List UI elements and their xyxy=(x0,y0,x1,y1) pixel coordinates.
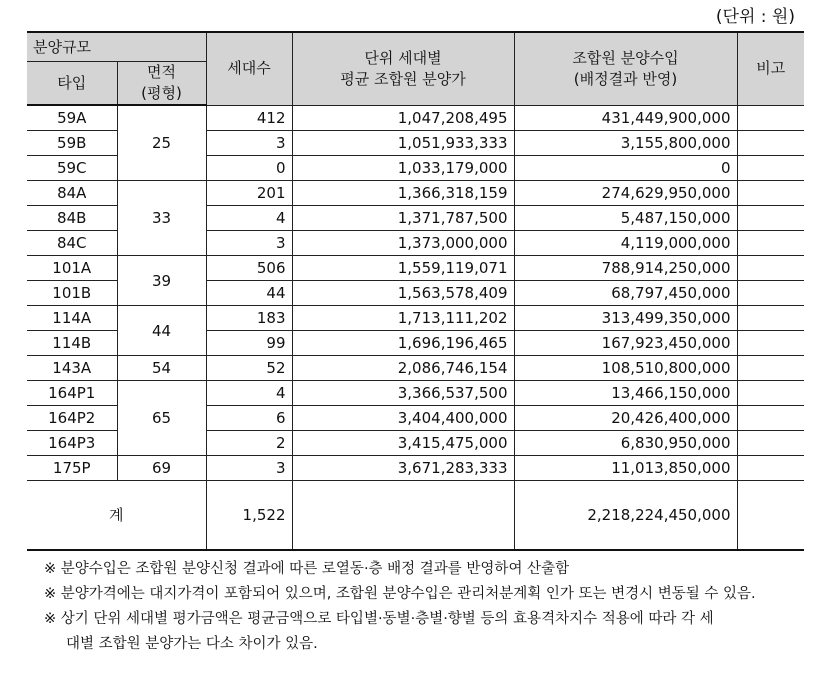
unit-price-cell: 1,563,578,409 xyxy=(292,281,514,306)
households-cell: 183 xyxy=(206,306,292,331)
revenue-cell: 274,629,950,000 xyxy=(514,181,737,206)
table-row xyxy=(27,306,804,331)
households-cell: 506 xyxy=(206,256,292,281)
remark-cell xyxy=(737,105,804,131)
total-unit-price xyxy=(292,481,514,551)
households-cell: 52 xyxy=(206,356,292,381)
households-cell: 2 xyxy=(206,431,292,456)
households-cell: 412 xyxy=(206,105,292,131)
total-revenue: 2,218,224,450,000 xyxy=(514,481,737,551)
header-type: 타입 xyxy=(27,62,117,106)
header-households: 세대수 xyxy=(206,32,292,105)
header-unit-price xyxy=(292,32,514,105)
revenue-cell: 167,923,450,000 xyxy=(514,331,737,356)
unit-price-cell: 1,373,000,000 xyxy=(292,231,514,256)
type-cell: 101B xyxy=(27,281,117,306)
footnotes xyxy=(44,557,756,657)
remark-cell xyxy=(737,206,804,231)
total-households: 1,522 xyxy=(206,481,292,551)
unit-price-cell: 3,415,475,000 xyxy=(292,431,514,456)
type-cell: 59C xyxy=(27,156,117,181)
area-cell: 65 xyxy=(117,381,206,456)
households-cell: 4 xyxy=(206,381,292,406)
unit-price-cell: 2,086,746,154 xyxy=(292,356,514,381)
revenue-cell: 4,119,000,000 xyxy=(514,231,737,256)
unit-price-cell: 1,033,179,000 xyxy=(292,156,514,181)
unit-price-cell: 1,051,933,333 xyxy=(292,131,514,156)
type-cell: 164P1 xyxy=(27,381,117,406)
remark-cell xyxy=(737,281,804,306)
footnote: ※ 분양수입은 조합원 분양신청 결과에 따른 로열동·층 배정 결과를 반영하여 산출함 xyxy=(44,561,570,577)
type-cell: 59B xyxy=(27,131,117,156)
table-row xyxy=(27,181,804,206)
type-cell: 59A xyxy=(27,105,117,131)
revenue-cell: 3,155,800,000 xyxy=(514,131,737,156)
member-sales-table xyxy=(27,31,804,551)
unit-price-cell: 1,371,787,500 xyxy=(292,206,514,231)
revenue-cell: 431,449,900,000 xyxy=(514,105,737,131)
unit-price-cell: 1,366,318,159 xyxy=(292,181,514,206)
remark-cell xyxy=(737,156,804,181)
table-row xyxy=(27,105,804,131)
footnote: ※ 상기 단위 세대별 평가금액은 평균금액으로 타입별·동별·층별·향별 등의 효용격차지수 적용에 따라 각 세 xyxy=(44,611,714,627)
remark-cell xyxy=(737,231,804,256)
header-area-line2: (평형) xyxy=(141,84,182,102)
households-cell: 6 xyxy=(206,406,292,431)
header-area-line1: 면적 xyxy=(147,63,176,81)
table-row xyxy=(27,356,804,381)
remark-cell xyxy=(737,381,804,406)
area-cell: 25 xyxy=(117,105,206,181)
households-cell: 3 xyxy=(206,456,292,481)
footnote: ※ 분양가격에는 대지가격이 포함되어 있으며, 조합원 분양수입은 관리처분계획 인가 또는 변경시 변동될 수 있음. xyxy=(44,586,756,602)
remark-cell xyxy=(737,431,804,456)
type-cell: 175P xyxy=(27,456,117,481)
type-cell: 84C xyxy=(27,231,117,256)
remark-cell xyxy=(737,306,804,331)
unit-price-cell: 1,696,196,465 xyxy=(292,331,514,356)
type-cell: 84A xyxy=(27,181,117,206)
revenue-cell: 5,487,150,000 xyxy=(514,206,737,231)
remark-cell xyxy=(737,256,804,281)
header-unit-price-line1: 단위 세대별 xyxy=(364,48,442,67)
revenue-cell: 68,797,450,000 xyxy=(514,281,737,306)
area-cell: 69 xyxy=(117,456,206,481)
table-row xyxy=(27,456,804,481)
footnote-continued: 대별 조합원 분양가는 다소 차이가 있음. xyxy=(66,636,318,652)
revenue-cell: 11,013,850,000 xyxy=(514,456,737,481)
remark-cell xyxy=(737,406,804,431)
header-unit-price-line2: 평균 조합원 분양가 xyxy=(340,69,466,88)
unit-price-cell: 3,404,400,000 xyxy=(292,406,514,431)
households-cell: 99 xyxy=(206,331,292,356)
remark-cell xyxy=(737,331,804,356)
type-cell: 164P3 xyxy=(27,431,117,456)
revenue-cell: 108,510,800,000 xyxy=(514,356,737,381)
area-cell: 44 xyxy=(117,306,206,356)
header-scale: 분양규모 xyxy=(27,32,206,62)
unit-price-cell: 1,559,119,071 xyxy=(292,256,514,281)
households-cell: 4 xyxy=(206,206,292,231)
unit-price-cell: 3,366,537,500 xyxy=(292,381,514,406)
households-cell: 0 xyxy=(206,156,292,181)
revenue-cell: 788,914,250,000 xyxy=(514,256,737,281)
type-cell: 84B xyxy=(27,206,117,231)
households-cell: 44 xyxy=(206,281,292,306)
unit-price-cell: 1,047,208,495 xyxy=(292,105,514,131)
remark-cell xyxy=(737,456,804,481)
households-cell: 3 xyxy=(206,131,292,156)
header-revenue xyxy=(514,32,737,105)
area-cell: 33 xyxy=(117,181,206,256)
revenue-cell: 20,426,400,000 xyxy=(514,406,737,431)
households-cell: 3 xyxy=(206,231,292,256)
type-cell: 164P2 xyxy=(27,406,117,431)
header-remark: 비고 xyxy=(737,32,804,105)
header-revenue-line1: 조합원 분양수입 xyxy=(572,48,679,67)
unit-price-cell: 3,671,283,333 xyxy=(292,456,514,481)
area-cell: 54 xyxy=(117,356,206,381)
table-row xyxy=(27,256,804,281)
area-cell: 39 xyxy=(117,256,206,306)
revenue-cell: 13,466,150,000 xyxy=(514,381,737,406)
revenue-cell: 0 xyxy=(514,156,737,181)
table-row xyxy=(27,381,804,406)
header-area xyxy=(117,62,206,106)
type-cell: 114B xyxy=(27,331,117,356)
type-cell: 114A xyxy=(27,306,117,331)
remark-cell xyxy=(737,181,804,206)
remark-cell xyxy=(737,356,804,381)
unit-label: (단위 : 원) xyxy=(715,7,795,27)
total-remark xyxy=(737,481,804,551)
total-label: 계 xyxy=(27,481,206,551)
households-cell: 201 xyxy=(206,181,292,206)
header-revenue-line2: (배정결과 반영) xyxy=(573,69,678,88)
type-cell: 143A xyxy=(27,356,117,381)
revenue-cell: 6,830,950,000 xyxy=(514,431,737,456)
type-cell: 101A xyxy=(27,256,117,281)
unit-price-cell: 1,713,111,202 xyxy=(292,306,514,331)
remark-cell xyxy=(737,131,804,156)
total-row xyxy=(27,481,804,551)
revenue-cell: 313,499,350,000 xyxy=(514,306,737,331)
